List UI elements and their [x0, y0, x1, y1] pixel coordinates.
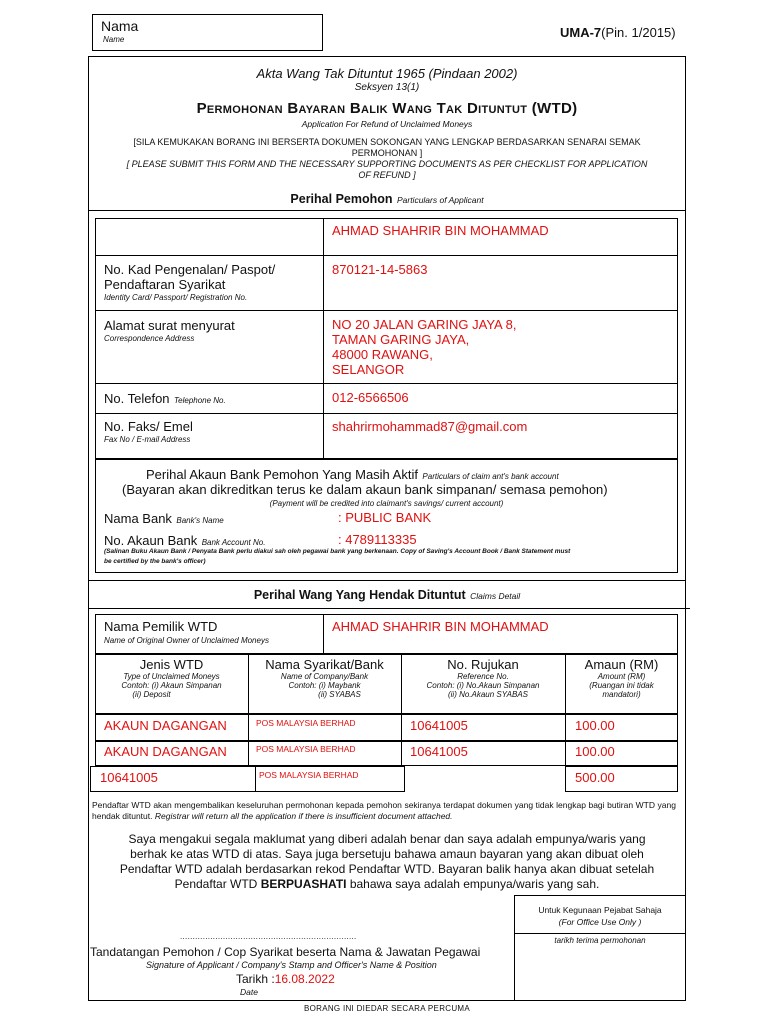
office-use-divider — [514, 933, 686, 934]
col-type-header: Jenis WTD Type of Unclaimed Moneys Contoh: (i) Akaun Simpanan (ii) Deposit — [121, 657, 222, 699]
declaration: Saya mengakui segala maklumat yang diberi adalah benar dan saya adalah empunya/waris yang berhak ke atas WTD di atas. Saya juga bersetuju bahawa amaun bayaran yang akan dibuat oleh Pendaftar WTD adalah berdasarkan rekod Pendaftar WTD. Bayaran balik hanya akan dibuat setelah Pendaftar WTD BERPUASHATI bahawa saya adalah empunya/waris yang sah. — [119, 832, 655, 891]
row-1-type[interactable]: AKAUN DAGANGAN — [104, 718, 227, 733]
ic-value[interactable]: 870121-14-5863 — [332, 262, 428, 277]
applicant-row-divider — [95, 255, 678, 256]
fax-email-label: No. Faks/ Emel — [104, 419, 193, 434]
signature-line[interactable]: ...................................................................... — [180, 932, 357, 941]
address-line-3[interactable]: 48000 RAWANG, — [332, 347, 433, 362]
signature-label-en: Signature of Applicant / Company's Stamp and Officer's Name & Position — [146, 960, 437, 970]
row-1-ref[interactable]: 10641005 — [410, 718, 468, 733]
nama-label: Nama — [101, 18, 139, 34]
footer-free-notice: BORANG INI DIEDAR SECARA PERCUMA — [303, 1004, 471, 1013]
row-1-company[interactable]: POS MALAYSIA BERHAD — [256, 718, 356, 728]
owner-value[interactable]: AHMAD SHAHRIR BIN MOHAMMAD — [332, 619, 549, 634]
page-title: Permohonan Bayaran Balik Wang Tak Dituntut (WTD) — [196, 100, 578, 117]
row-2-amount[interactable]: 100.00 — [575, 744, 615, 759]
row-divider — [248, 741, 249, 766]
form-code: UMA-7(Pin. 1/2015) — [560, 25, 676, 40]
owner-col-divider — [323, 614, 324, 654]
address-sub: Correspondence Address — [104, 334, 195, 343]
applicant-name-value[interactable]: AHMAD SHAHRIR BIN MOHAMMAD — [332, 223, 549, 238]
col-amount-header: Amaun (RM) Amount (RM) (Ruangan ini tidak mandatori) — [584, 657, 659, 699]
bank-name-value[interactable]: : PUBLIC BANK — [338, 510, 432, 525]
applicant-row-divider — [95, 413, 678, 414]
address-line-2[interactable]: TAMAN GARING JAYA, — [332, 332, 470, 347]
row-divider — [565, 714, 566, 741]
section-divider — [88, 580, 686, 581]
bank-note: (Bayaran akan dikreditkan terus ke dalam akaun bank simpanan/ semasa pemohon) — [122, 482, 608, 497]
nama-sub: Name — [103, 35, 125, 44]
owner-sub: Name of Original Owner of Unclaimed Moneys — [104, 636, 269, 645]
row-divider — [248, 714, 249, 741]
ic-sub: Identity Card/ Passport/ Registration No. — [104, 293, 248, 302]
row-divider — [401, 741, 402, 766]
instruction-ms: [SILA KEMUKAKAN BORANG INI BERSERTA DOKUMEN SOKONGAN YANG LENGKAP BERDASARKAN SENARAI SEMAK PERMOHONAN ] — [133, 137, 641, 158]
bank-footnote-1: (Salinan Buku Akaun Bank / Penyata Bank perlu diakui sah oleh pegawai bank yang berkenaan. Copy of Saving's Account Book / Bank Statement must — [104, 548, 571, 555]
row-divider — [401, 714, 402, 741]
date-value[interactable]: 16.08.2022 — [274, 972, 335, 986]
account-no-label: No. Akaun Bank Bank Account No. — [104, 533, 266, 548]
office-use-title: Untuk Kegunaan Pejabat Sahaja — [538, 905, 662, 915]
act-section: Seksyen 13(1) — [354, 82, 420, 93]
ic-label-2: Pendaftaran Syarikat — [104, 277, 226, 292]
notice-text: Pendaftar WTD akan mengembalikan keseluruhan permohonan kepada pemohon sekiranya terdapat dokumen yang tidak lengkap bagi butiran WTD yang hendak dituntut. Registrar will return all the application if there is insufficient document attached. — [92, 800, 676, 821]
row-3-amount[interactable]: 500.00 — [575, 770, 615, 785]
row-2-company[interactable]: POS MALAYSIA BERHAD — [256, 744, 356, 754]
col-ref-header: No. Rujukan Reference No. Contoh: (i) No.Akaun Simpanan (ii) No.Akaun SYABAS — [426, 657, 540, 699]
bank-heading: Perihal Akaun Bank Pemohon Yang Masih Aktif Particulars of claim ant's bank account — [146, 467, 559, 482]
row-3-type[interactable]: 10641005 — [100, 770, 158, 785]
row-3-company[interactable]: POS MALAYSIA BERHAD — [259, 770, 359, 780]
col-company-header: Nama Syarikat/Bank Name of Company/Bank Contoh: (i) Maybank (ii) SYABAS — [265, 657, 384, 699]
row-divider — [565, 741, 566, 766]
date-field: Tarikh :16.08.2022 — [236, 972, 335, 986]
section-divider — [88, 608, 690, 609]
telephone-label: No. Telefon Telephone No. — [104, 391, 226, 406]
section-divider — [88, 210, 686, 211]
date-label-en: Date — [240, 987, 258, 997]
received-date-label: tarikh terima permohonan — [554, 936, 646, 945]
claims-heading: Perihal Wang Yang Hendak Dituntut Claims Detail — [253, 588, 521, 602]
row-2-ref[interactable]: 10641005 — [410, 744, 468, 759]
row-2-type[interactable]: AKAUN DAGANGAN — [104, 744, 227, 759]
office-use-title-en: (For Office Use Only ) — [558, 917, 642, 927]
row-1-amount[interactable]: 100.00 — [575, 718, 615, 733]
instruction-en: [ PLEASE SUBMIT THIS FORM AND THE NECESSARY SUPPORTING DOCUMENTS AS PER CHECKLIST FOR APPLICATION OF REFUND ] — [126, 159, 648, 180]
address-line-4[interactable]: SELANGOR — [332, 362, 405, 377]
applicant-row-divider — [95, 383, 678, 384]
applicant-heading: Perihal Pemohon Particulars of Applicant — [290, 192, 484, 206]
bank-note-en: (Payment will be credited into claimant's savings/ current account) — [269, 499, 504, 508]
address-line-1[interactable]: NO 20 JALAN GARING JAYA 8, — [332, 317, 517, 332]
fax-email-sub: Fax No / E-mail Address — [104, 435, 191, 444]
email-value[interactable]: shahrirmohammad87@gmail.com — [332, 419, 528, 434]
act-title: Akta Wang Tak Dituntut 1965 (Pindaan 2002) — [256, 66, 518, 81]
bank-name-label: Nama Bank Bank's Name — [104, 511, 224, 526]
owner-label: Nama Pemilik WTD — [104, 619, 218, 634]
bank-footnote-2: be certified by the bank's officer) — [104, 558, 206, 565]
name-header-box[interactable] — [92, 14, 323, 51]
signature-label: Tandatangan Pemohon / Cop Syarikat beserta Nama & Jawatan Pegawai — [90, 945, 481, 959]
applicant-row-divider — [95, 310, 678, 311]
page-title-en: Application For Refund of Unclaimed Moneys — [301, 119, 473, 129]
address-label: Alamat surat menyurat — [104, 318, 235, 333]
account-no-value[interactable]: : 4789113335 — [338, 532, 417, 547]
telephone-value[interactable]: 012-6566506 — [332, 390, 409, 405]
ic-label-1: No. Kad Pengenalan/ Paspot/ — [104, 262, 276, 277]
